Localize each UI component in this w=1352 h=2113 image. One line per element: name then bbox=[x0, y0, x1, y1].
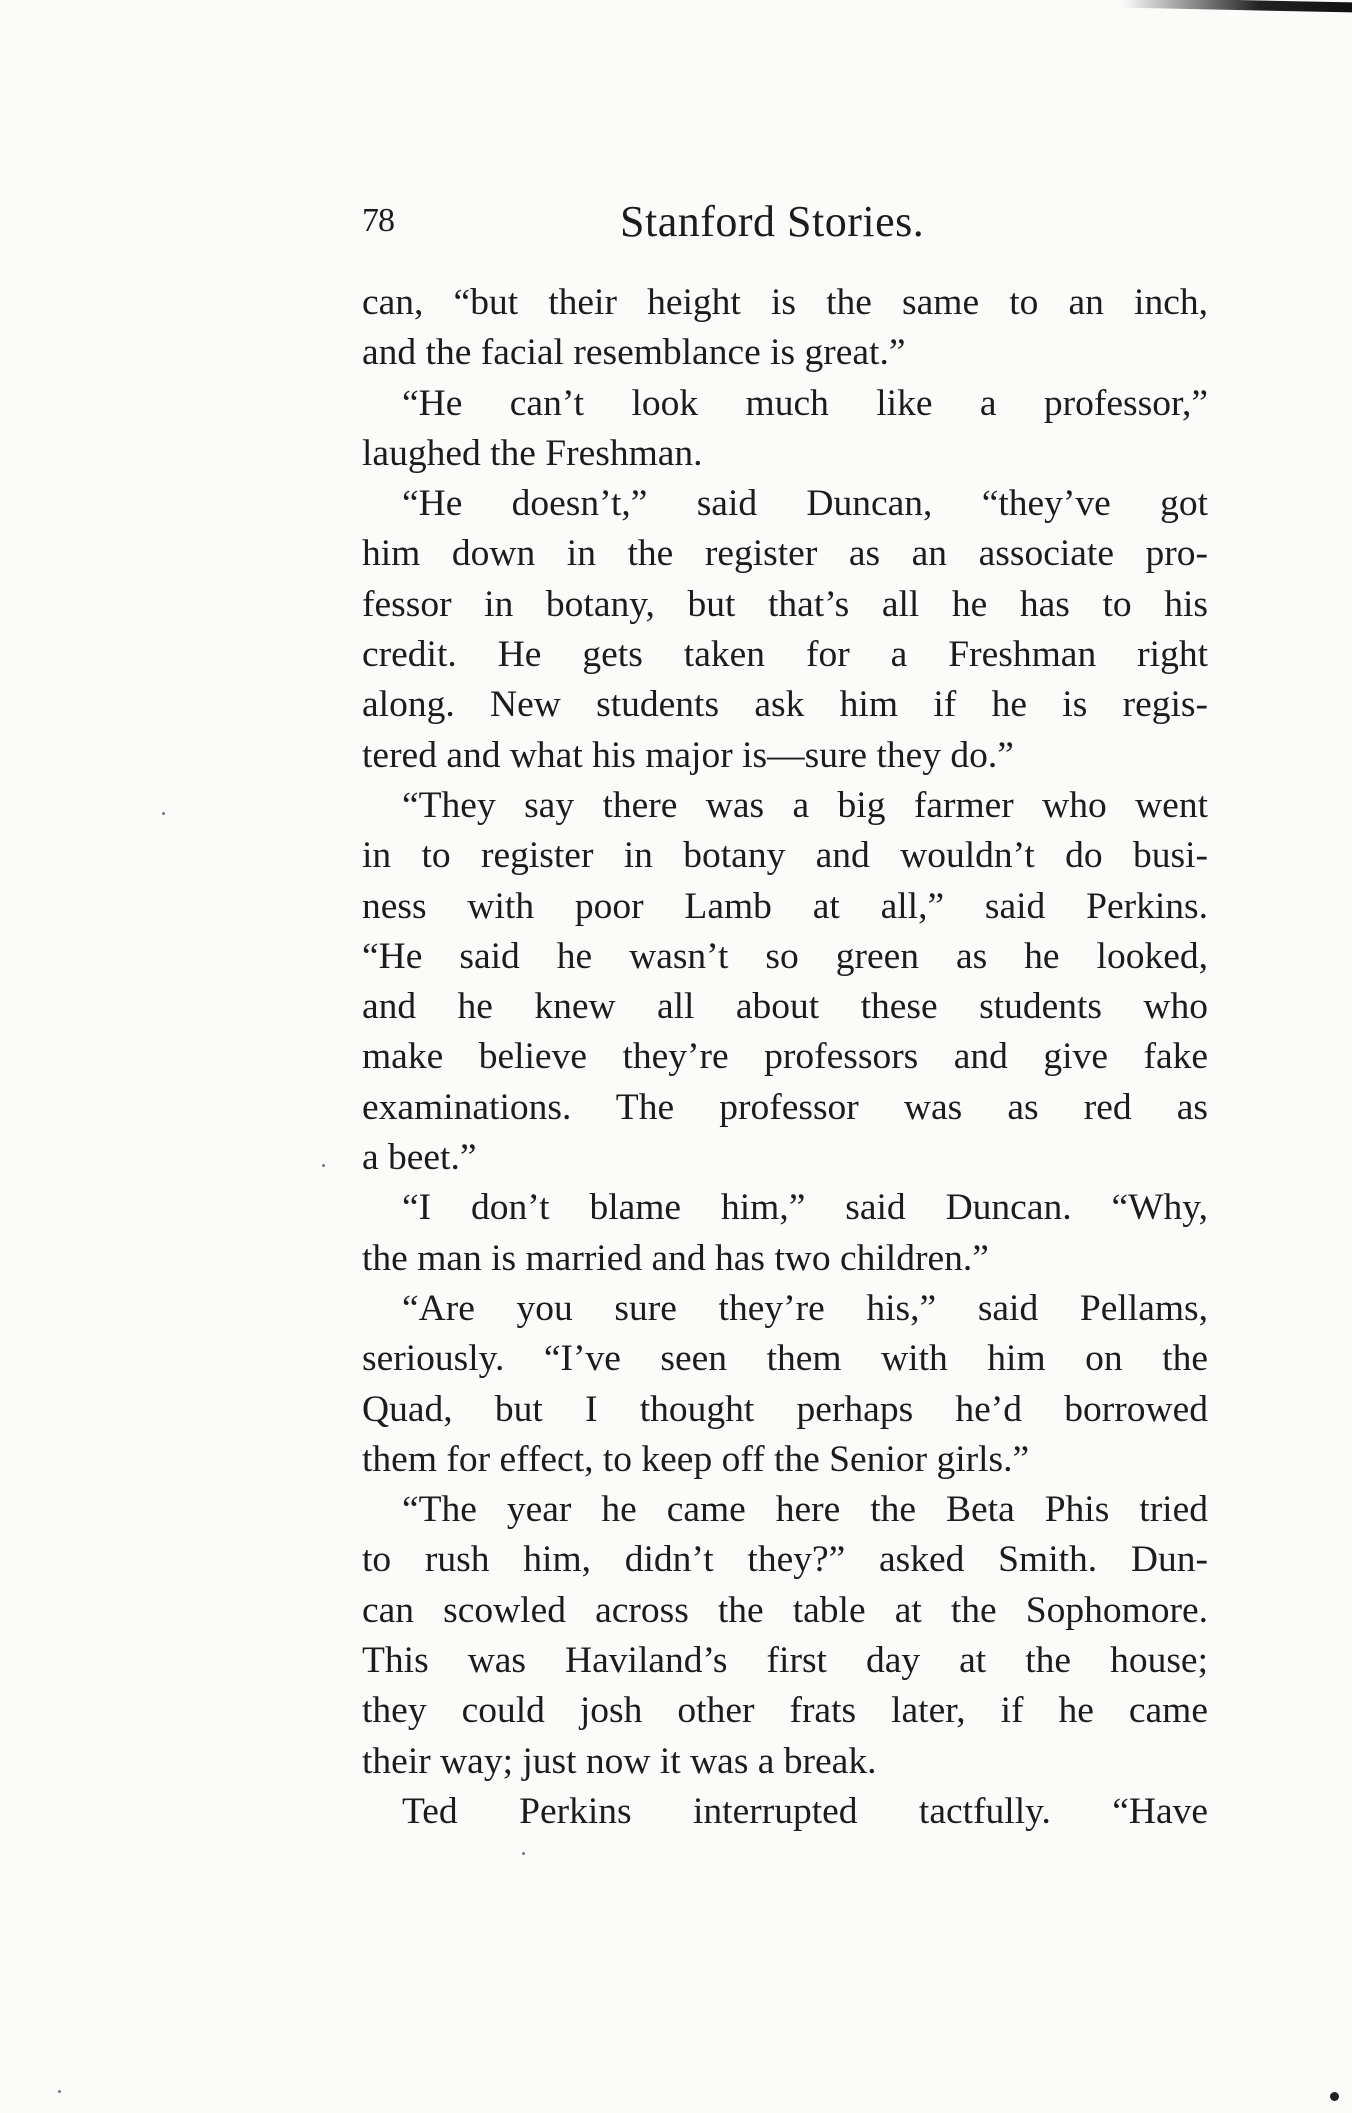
text-line: “He said he wasn’t so green as he looked, bbox=[362, 935, 1208, 977]
text-line: laughed the Freshman. bbox=[362, 432, 703, 474]
text-line: fessor in botany, but that’s all he has to his bbox=[362, 583, 1208, 625]
text-line: and the facial resemblance is great.” bbox=[362, 332, 906, 374]
text-line: to rush him, didn’t they?” asked Smith. Dun- bbox=[362, 1539, 1208, 1581]
text-line: their way; just now it was a break. bbox=[362, 1740, 877, 1782]
text-line: “I don’t blame him,” said Duncan. “Why, bbox=[402, 1187, 1208, 1229]
speck-mark bbox=[1330, 2092, 1339, 2101]
text-line: “They say there was a big farmer who went bbox=[402, 784, 1208, 826]
text-line: the man is married and has two children.” bbox=[362, 1237, 989, 1279]
text-line: Quad, but I thought perhaps he’d borrowed bbox=[362, 1388, 1208, 1430]
scan-edge-mark bbox=[1122, 0, 1352, 12]
text-line: “Are you sure they’re his,” said Pellams, bbox=[402, 1287, 1208, 1329]
text-line: him down in the register as an associate pro- bbox=[362, 533, 1208, 575]
text-line: and he knew all about these students who bbox=[362, 986, 1208, 1028]
text-line: tered and what his major is—sure they do.” bbox=[362, 734, 1014, 776]
body-text bbox=[362, 278, 1208, 1837]
text-line: a beet.” bbox=[362, 1137, 477, 1179]
page-number: 78 bbox=[362, 202, 394, 239]
text-line: This was Haviland’s first day at the house; bbox=[362, 1640, 1208, 1682]
text-line: seriously. “I’ve seen them with him on the bbox=[362, 1338, 1208, 1380]
running-title: Stanford Stories. bbox=[620, 197, 925, 246]
speck-mark bbox=[522, 1852, 525, 1855]
text-line: credit. He gets taken for a Freshman right bbox=[362, 634, 1208, 676]
text-line: make believe they’re professors and give fake bbox=[362, 1036, 1208, 1078]
speck-mark bbox=[58, 2090, 61, 2093]
speck-mark bbox=[162, 812, 165, 815]
text-line: ness with poor Lamb at all,” said Perkins. bbox=[362, 885, 1208, 927]
text-line: they could josh other frats later, if he came bbox=[362, 1690, 1208, 1732]
page-header bbox=[362, 196, 972, 256]
text-line: “He can’t look much like a professor,” bbox=[402, 382, 1208, 424]
text-line: can, “but their height is the same to an inch, bbox=[362, 282, 1208, 323]
text-line: “The year he came here the Beta Phis tried bbox=[402, 1489, 1208, 1531]
text-line: “He doesn’t,” said Duncan, “they’ve got bbox=[402, 483, 1208, 525]
text-line: in to register in botany and wouldn’t do busi- bbox=[362, 835, 1208, 877]
speck-mark bbox=[322, 1164, 325, 1167]
text-line: examinations. The professor was as red as bbox=[362, 1086, 1208, 1128]
text-line: Ted Perkins interrupted tactfully. “Have bbox=[402, 1790, 1208, 1832]
text-line: along. New students ask him if he is regis- bbox=[362, 684, 1208, 726]
text-line: can scowled across the table at the Sophomore. bbox=[362, 1589, 1208, 1631]
text-line: them for effect, to keep off the Senior girls.” bbox=[362, 1438, 1030, 1480]
